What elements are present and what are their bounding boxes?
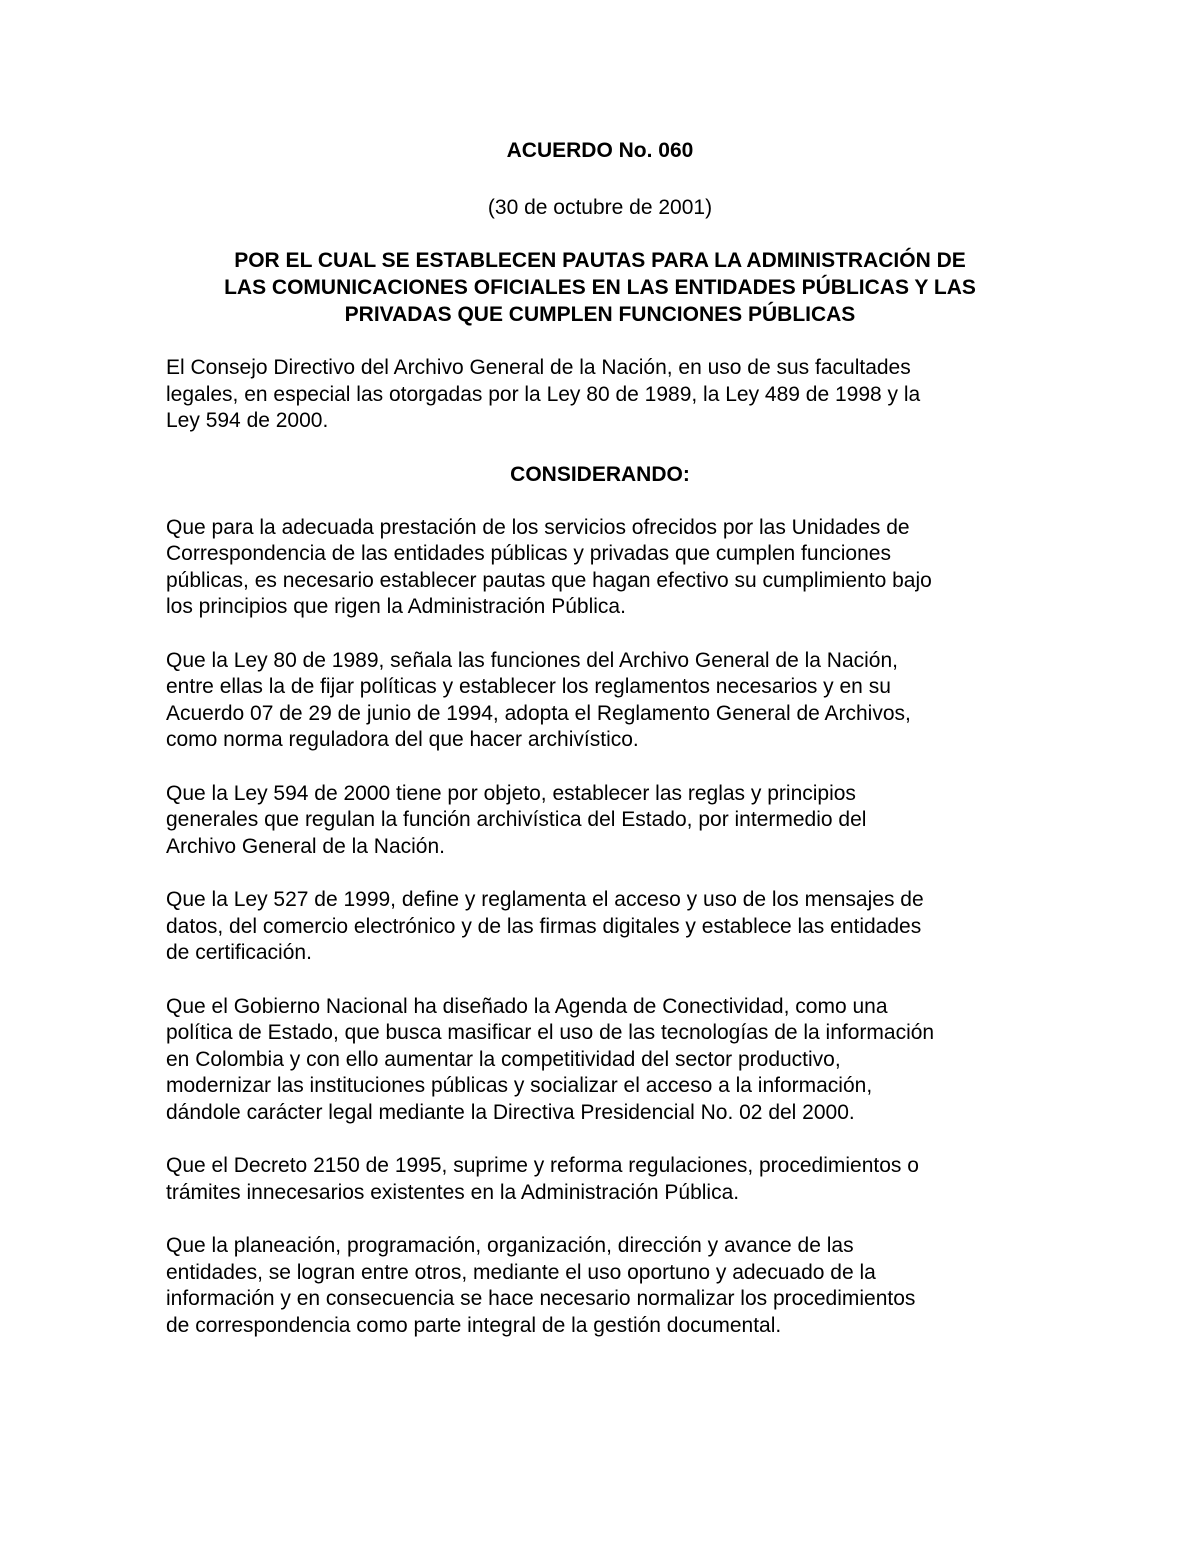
text-line: Acuerdo 07 de 29 de junio de 1994, adopta el Reglamento General de Archivos, (166, 701, 911, 725)
text-line: generales que regulan la función archivística del Estado, por intermedio del (166, 808, 867, 831)
text-line: Que el Gobierno Nacional ha diseñado la Agenda de Conectividad, como una (166, 994, 888, 1018)
document-date: (30 de octubre de 2001) (487, 196, 713, 219)
text-line: datos, del comercio electrónico y de las firmas digitales y establece las entidades (166, 914, 922, 938)
considerando-paragraph (166, 887, 1034, 967)
considerando-paragraph (166, 994, 1034, 1127)
text-line: modernizar las instituciones públicas y socializar el acceso a la información, (166, 1074, 873, 1097)
text-line: Que la Ley 527 de 1999, define y reglamenta el acceso y uso de los mensajes de (166, 888, 924, 911)
text-line: Que para la adecuada prestación de los servicios ofrecidos por las Unidades de (166, 515, 910, 539)
text-line: Correspondencia de las entidades públicas y privadas que cumplen funciones (166, 542, 891, 565)
subject-line: PRIVADAS QUE CUMPLEN FUNCIONES PÚBLICAS (344, 303, 856, 326)
text-line: El Consejo Directivo del Archivo General de la Nación, en uso de sus facultades (166, 356, 911, 379)
text-line: Ley 594 de 2000. (166, 409, 329, 432)
text-line: Archivo General de la Nación. (166, 834, 445, 858)
text-line: política de Estado, que busca masificar el uso de las tecnologías de la información (166, 1021, 935, 1044)
text-line: de certificación. (166, 941, 312, 964)
considerando-paragraph (166, 648, 1034, 754)
text-line: trámites innecesarios existentes en la Administración Pública. (166, 1180, 740, 1204)
text-line: información y en consecuencia se hace necesario normalizar los procedimientos (166, 1287, 916, 1310)
document-page (166, 138, 1034, 1366)
considerando-paragraph (166, 1233, 1034, 1339)
text-line: Que la Ley 594 de 2000 tiene por objeto, establecer las reglas y principios (166, 781, 856, 805)
text-line: de correspondencia como parte integral de la gestión documental. (166, 1313, 782, 1337)
text-line: Que la Ley 80 de 1989, señala las funciones del Archivo General de la Nación, (166, 648, 898, 672)
text-line: públicas, es necesario establecer pautas que hagan efectivo su cumplimiento bajo (166, 568, 932, 592)
document-title: ACUERDO No. 060 (506, 139, 694, 162)
considerando-heading: CONSIDERANDO: (510, 462, 690, 486)
document-subject (166, 247, 1034, 328)
text-line: legales, en especial las otorgadas por la Ley 80 de 1989, la Ley 489 de 1998 y la (166, 382, 921, 406)
considerando-paragraph (166, 515, 1034, 621)
text-line: los principios que rigen la Administración Pública. (166, 595, 626, 618)
considerando-paragraph (166, 1153, 1034, 1206)
text-line: Que el Decreto 2150 de 1995, suprime y reforma regulaciones, procedimientos o (166, 1154, 919, 1177)
text-line: como norma reguladora del que hacer archivístico. (166, 728, 639, 751)
subject-line: POR EL CUAL SE ESTABLECEN PAUTAS PARA LA ADMINISTRACIÓN DE (234, 249, 966, 272)
subject-line: LAS COMUNICACIONES OFICIALES EN LAS ENTIDADES PÚBLICAS Y LAS (224, 276, 976, 299)
considerando-paragraph (166, 781, 1034, 861)
text-line: entre ellas la de fijar políticas y establecer los reglamentos necesarios y en su (166, 675, 891, 698)
intro-paragraph (166, 355, 1034, 435)
text-line: entidades, se logran entre otros, mediante el uso oportuno y adecuado de la (166, 1260, 876, 1284)
text-line: en Colombia y con ello aumentar la competitividad del sector productivo, (166, 1047, 841, 1071)
text-line: Que la planeación, programación, organización, dirección y avance de las (166, 1234, 854, 1257)
text-line: dándole carácter legal mediante la Directiva Presidencial No. 02 del 2000. (166, 1100, 855, 1124)
